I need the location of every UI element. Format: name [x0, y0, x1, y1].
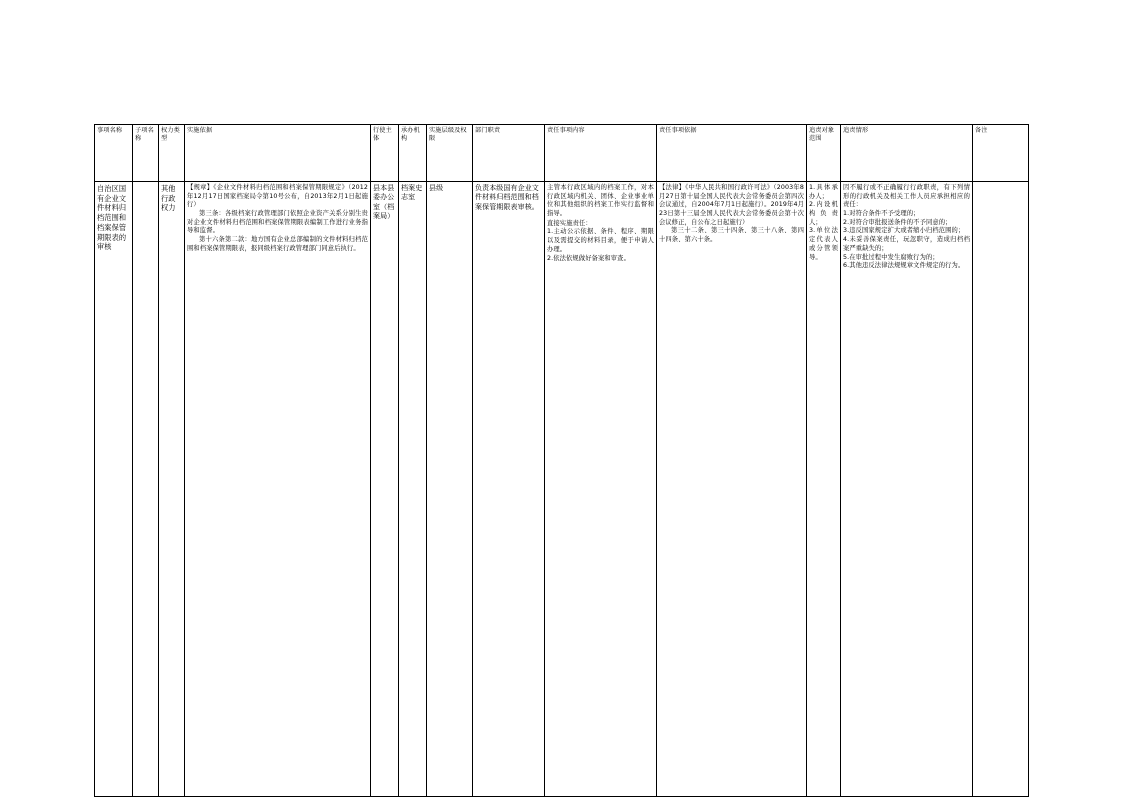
accountable-scope-2: 2.内设机构负责人；: [809, 201, 838, 226]
duty-item-1: 直接实施责任：: [547, 219, 592, 227]
item-name-text: 自治区国有企业文件材料归档范围和档案保管期限表的审核: [97, 184, 127, 252]
accountable-scope-3: 3.单位法定代表人或分管领导。: [809, 227, 838, 261]
header-basis: 实施依据: [185, 125, 371, 182]
duty-basis-line-2: 第三十二条、第三十四条、第三十八条、第四十四条、第六十条。: [659, 227, 804, 244]
cell-remark: [973, 182, 1029, 797]
cell-subject: [371, 182, 399, 797]
cell-duty-content: [545, 182, 657, 797]
table-body: [95, 182, 1029, 797]
header-duty-content: 责任事项内容: [545, 125, 657, 182]
table-row: [95, 182, 1029, 797]
level-authority-text: 县级: [429, 184, 444, 192]
dept-duty-text: 负责本级国有企业文件材料归档范围和档案保管期限表审核。: [475, 184, 539, 211]
basis-line-2: 第三条：各级档案行政管理部门依照企业资产关系分别生贵对企业文件材料归档范围和档案保管期限表编制工作进行业务指导和监督。: [187, 210, 368, 235]
header-sub-item-name: 子项名称: [133, 125, 159, 182]
cell-duty-basis: [657, 182, 807, 797]
header-subject: 行使主体: [371, 125, 399, 182]
duty-content-title: 主管本行政区域内的档案工作，对本行政区域内机关、团体、企业事业单位和其他组织的档案工作实行监督和指导。: [547, 184, 654, 218]
basis-line-1: 【规章】《企业文件材料归档范围和档案保管期限规定》（2012年12月17日国家档案局令第10号公布，自2013年2月1日起施行）: [187, 184, 368, 209]
power-type-text: 其他行政权力: [161, 184, 176, 213]
cell-accountability: [841, 182, 973, 797]
header-accountability: 追责情形: [841, 125, 973, 182]
cell-agency: [399, 182, 427, 797]
cell-level-authority: [427, 182, 473, 797]
cell-basis: [185, 182, 371, 797]
accountability-1: 1.对符合条件不予受理的；: [843, 210, 920, 218]
subject-text: 县本县委办公室（档案局）: [373, 184, 395, 221]
header-agency: 承办机构: [399, 125, 427, 182]
table-header-row: [95, 125, 1029, 182]
accountability-2: 2.对符合审批报送条件的不予同意的；: [843, 218, 952, 226]
header-power-type: 权力类型: [159, 125, 185, 182]
accountability-0: 因不履行或不正确履行行政职责，有下列情形的行政机关及相关工作人员应承担相应的责任：: [843, 184, 970, 209]
accountability-5: 5.在审批过程中发生腐败行为的；: [843, 253, 939, 261]
header-dept-duty: 部门职责: [473, 125, 545, 182]
cell-accountable-scope: [807, 182, 841, 797]
header-accountable-scope: 追责对象范围: [807, 125, 841, 182]
cell-item-name: [95, 182, 133, 797]
duty-basis-line-1: 【法律】《中华人民共和国行政许可法》（2003年8月27日第十届全国人民代表大会常务委员会第四次会议通过，自2004年7月1日起施行）。2019年4月23日第十三届全国人民代表大会常务委员会第十次会议修正，自公布之日起施行）: [659, 184, 804, 226]
header-duty-basis: 责任事项依据: [657, 125, 807, 182]
header-level-authority: 实施层级及权限: [427, 125, 473, 182]
duty-item-2: 1.主动公示依据、条件、程序、期限以及需提交的材料目录，便于申请人办理。: [547, 228, 654, 253]
accountability-3: 3.违反国家规定扩大或者缩小归档范围的；: [843, 227, 965, 235]
accountable-scope-1: 1.具体承办人；: [809, 184, 838, 200]
accountability-6: 6.其他违反法律法规规章文件规定的行为。: [843, 262, 965, 270]
basis-line-3: 第十六条第二款：地方国有企业总部编制的文件材料归档范围和档案保管期限表，报同级档案行政管理部门同意后执行。: [187, 236, 368, 252]
header-remark: 备注: [973, 125, 1029, 182]
accountability-4: 4.未妥善保案责任，玩忽职守，造成归档档案严重缺失的；: [843, 236, 970, 252]
agency-text: 档案史志室: [401, 184, 423, 202]
header-item-name: 事项名称: [95, 125, 133, 182]
duty-item-3: 2.依法依规做好备案和审查。: [547, 254, 630, 262]
cell-power-type: [159, 182, 185, 797]
cell-dept-duty: [473, 182, 545, 797]
power-list-table: [94, 124, 1029, 797]
cell-sub-item-name: [133, 182, 159, 797]
